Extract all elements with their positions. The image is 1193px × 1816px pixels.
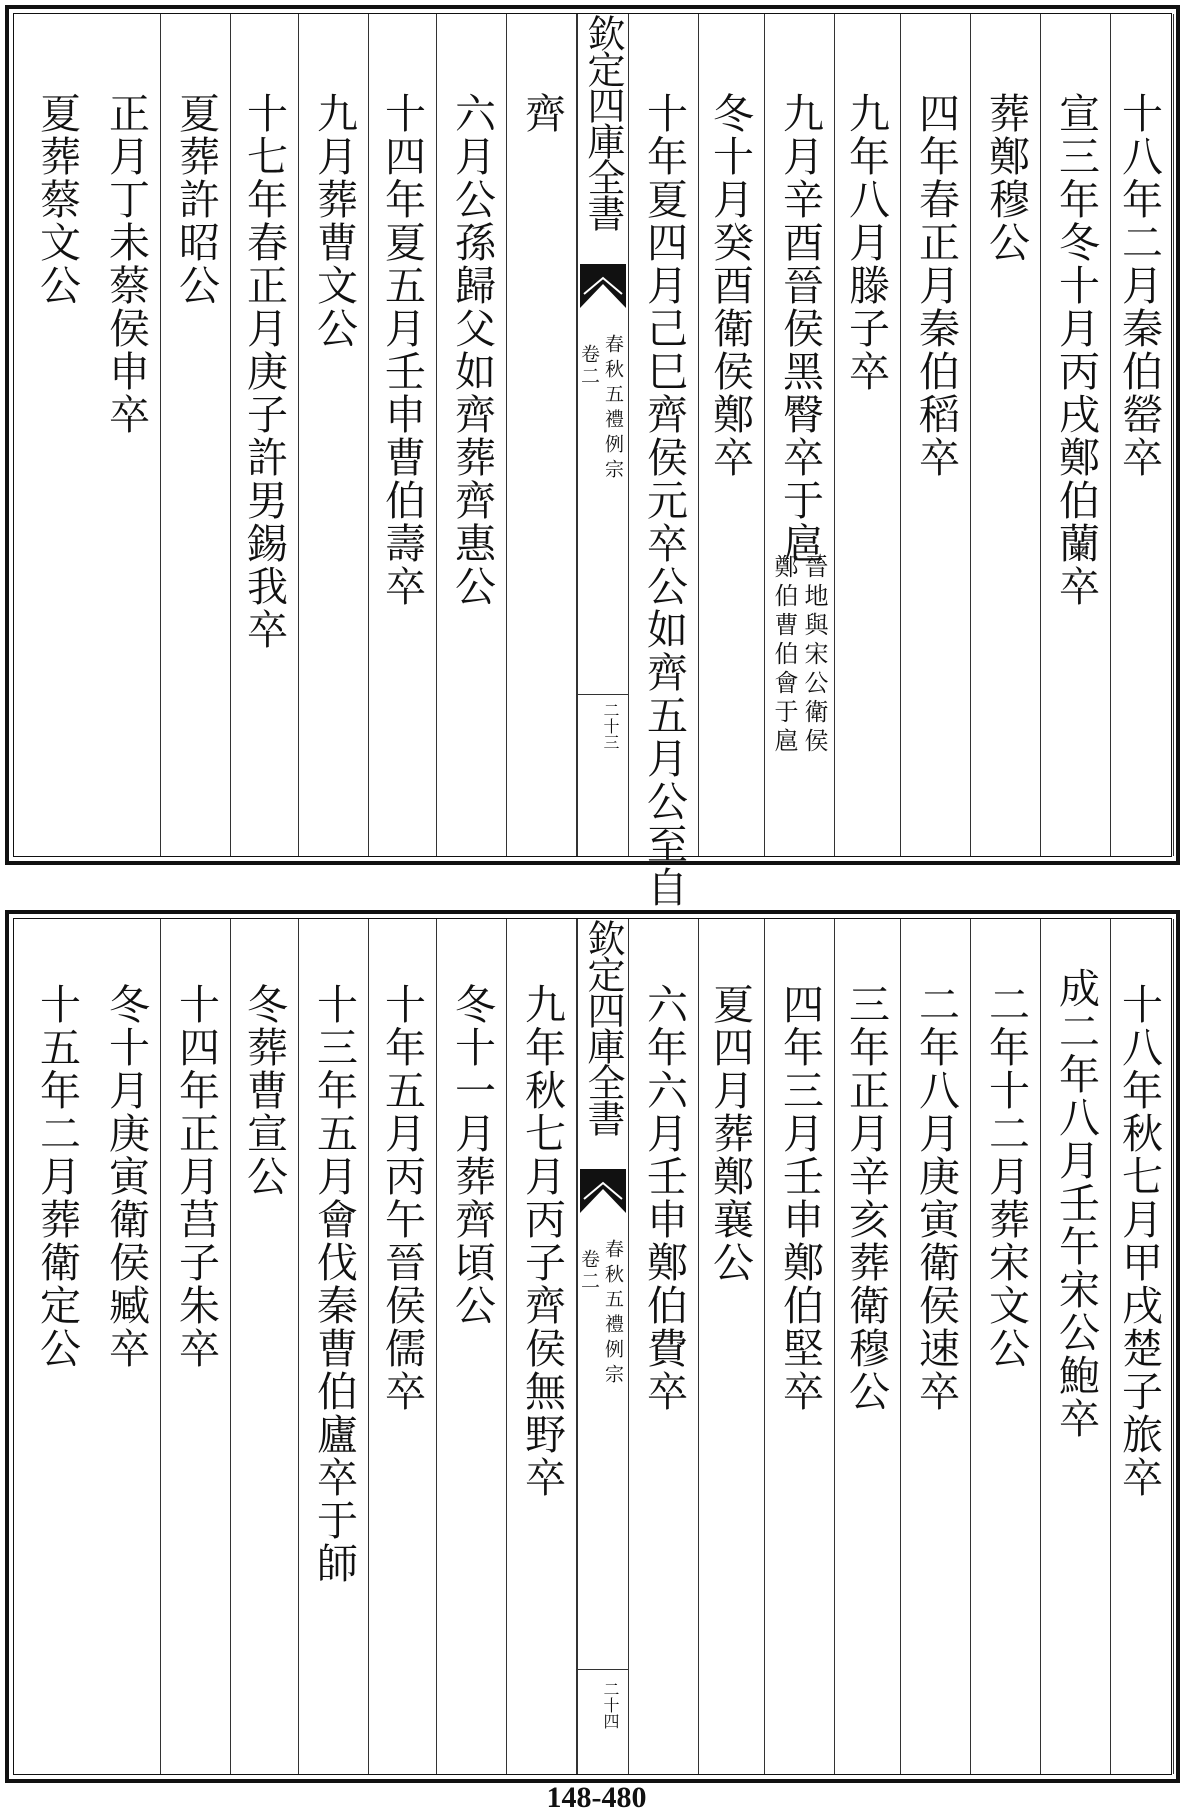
column-text: 三年正月辛亥葬衛穆公: [842, 983, 890, 1413]
text-column: [901, 14, 971, 856]
column-text: 正月丁未蔡侯申卒: [102, 92, 150, 436]
column-text: 十年夏四月己巳齊侯元卒公如齊五月公至自: [640, 92, 688, 909]
column-text: 六月公孫歸父如齊葬齊惠公: [448, 92, 496, 608]
text-column: [19, 14, 91, 856]
divider: [578, 1669, 628, 1670]
text-column: [1111, 919, 1174, 1774]
text-column: [699, 919, 765, 1774]
scan-page-number: 148-480: [546, 1781, 647, 1814]
text-column: [161, 919, 231, 1774]
text-column: [971, 14, 1041, 856]
column-text: 夏葬蔡文公: [33, 92, 81, 307]
center-fold: [577, 14, 629, 856]
column-text: 九年秋七月丙子齊侯無野卒: [518, 983, 566, 1499]
text-column: [231, 14, 299, 856]
text-column: [1041, 14, 1111, 856]
text-column: [231, 919, 299, 1774]
column-text: 十七年春正月庚子許男錫我卒: [240, 92, 288, 651]
text-column: [437, 14, 507, 856]
column-text: 九年八月滕子卒: [842, 92, 890, 393]
text-column: [835, 14, 901, 856]
column-text: 十四年夏五月壬申曹伯壽卒: [378, 92, 426, 608]
column-text: 齊: [518, 92, 566, 135]
page-number: 二十三: [601, 702, 620, 750]
text-column: [507, 14, 577, 856]
text-column: [369, 14, 437, 856]
text-column: [299, 14, 369, 856]
text-column: [971, 919, 1041, 1774]
text-column: [629, 14, 699, 909]
text-column: [629, 919, 699, 1774]
page-number: 二十四: [601, 1681, 620, 1729]
column-text: 十八年秋七月甲戌楚子旅卒: [1115, 983, 1163, 1499]
center-fold: [577, 919, 629, 1774]
text-column: [901, 919, 971, 1774]
text-column: [507, 919, 577, 1774]
running-title: 春秋五禮例宗: [602, 334, 624, 484]
column-text: 冬十一月葬齊頃公: [448, 983, 496, 1327]
column-text: 九月辛酉晉侯黑臀卒于扈: [776, 92, 824, 565]
commentary-note: 鄭伯曹伯會于扈: [770, 554, 798, 757]
fishtail-mark-icon: [580, 1169, 626, 1213]
column-text: 冬十月癸酉衛侯鄭卒: [706, 92, 754, 479]
column-text: 二年十二月葬宋文公: [982, 983, 1030, 1370]
column-text: 十四年正月莒子朱卒: [172, 983, 220, 1370]
column-text: 四年三月壬申鄭伯堅卒: [776, 983, 824, 1413]
book-title: 欽定四庫全書: [581, 919, 625, 1135]
text-column: [835, 919, 901, 1774]
text-column: [765, 14, 835, 856]
text-column: [161, 14, 231, 856]
text-column: [369, 919, 437, 1774]
column-text: 夏葬許昭公: [172, 92, 220, 307]
page-bottom: [5, 910, 1180, 1783]
text-column: [299, 919, 369, 1774]
volume-label: 卷二: [578, 1249, 600, 1293]
column-text: 十三年五月會伐秦曹伯廬卒于師: [310, 983, 358, 1585]
column-text: 宣三年冬十月丙戌鄭伯蘭卒: [1052, 92, 1100, 608]
column-text: 二年八月庚寅衛侯速卒: [912, 983, 960, 1413]
running-title: 春秋五禮例宗: [602, 1239, 624, 1389]
page-top: [5, 5, 1180, 909]
text-column: [19, 919, 91, 1774]
column-text: 冬葬曹宣公: [240, 983, 288, 1198]
column-text: 冬十月庚寅衛侯臧卒: [102, 983, 150, 1370]
column-text: 四年春正月秦伯稻卒: [912, 92, 960, 479]
column-text: 葬鄭穆公: [982, 92, 1030, 264]
text-column: [765, 919, 835, 1774]
column-text: 九月葬曹文公: [310, 92, 358, 350]
fishtail-mark-icon: [580, 264, 626, 308]
divider: [578, 694, 628, 695]
column-text: 十五年二月葬衛定公: [33, 983, 81, 1370]
column-text: 十八年二月秦伯罃卒: [1115, 92, 1163, 479]
text-column: [699, 14, 765, 856]
column-text: 夏四月葬鄭襄公: [706, 983, 754, 1284]
column-text: 六年六月壬申鄭伯費卒: [640, 983, 688, 1413]
book-title: 欽定四庫全書: [581, 14, 625, 230]
volume-label: 卷二: [578, 344, 600, 388]
text-column: [437, 919, 507, 1774]
text-column: [1041, 919, 1111, 1774]
text-column: [1111, 14, 1174, 856]
column-text: 成二年八月壬午宋公鮑卒: [1052, 967, 1100, 1440]
column-text: 十年五月丙午晉侯儒卒: [378, 983, 426, 1413]
text-column: [91, 919, 161, 1774]
commentary-note: 晉地與宋公衛侯: [800, 554, 828, 757]
text-column: [91, 14, 161, 856]
